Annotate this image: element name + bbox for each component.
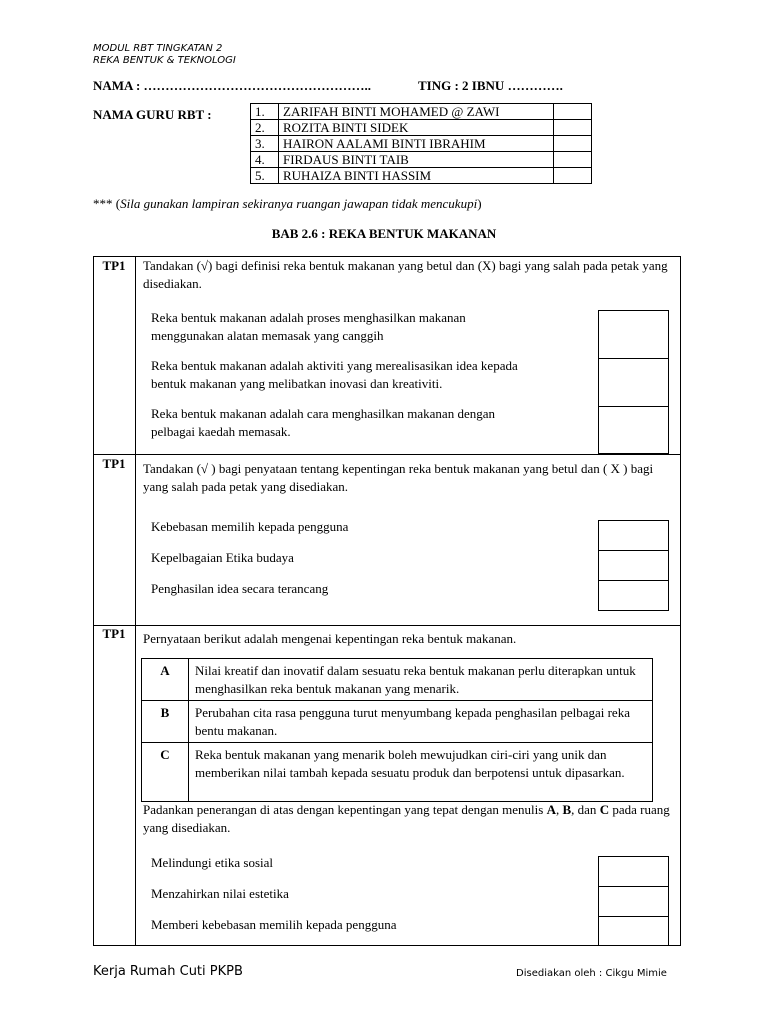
instr-sep: , dan	[571, 802, 600, 817]
statement-key: A	[142, 659, 189, 701]
tp-label: TP1	[102, 626, 126, 641]
teacher-name: ROZITA BINTI SIDEK	[279, 120, 554, 136]
q3-statement: Melindungi etika sosial	[151, 855, 274, 870]
teacher-checkbox[interactable]	[554, 136, 592, 152]
teacher-number: 2.	[251, 120, 279, 136]
row-divider	[93, 625, 681, 626]
instr-text: Padankan penerangan di atas dengan kepentingan yang tepat dengan menulis	[143, 802, 547, 817]
q1-statement: Reka bentuk makanan adalah cara menghasilkan makanan dengan pelbagai kaedah memasak.	[151, 406, 495, 439]
module-subject: REKA BENTUK & TEKNOLOGI	[93, 55, 236, 66]
q3-statement: Memberi kebebasan memilih kepada pengguna	[151, 917, 397, 932]
q3-statement: Menzahirkan nilai estetika	[151, 886, 289, 901]
teacher-number: 1.	[251, 104, 279, 120]
q3-answer-box[interactable]	[598, 886, 669, 917]
tp-label: TP1	[102, 258, 126, 273]
q3-intro: Pernyataan berikut adalah mengenai kepentingan reka bentuk makanan.	[143, 631, 517, 646]
chapter-title: BAB 2.6 : REKA BENTUK MAKANAN	[271, 226, 497, 241]
teacher-checkbox[interactable]	[554, 152, 592, 168]
statement-key: C	[142, 743, 189, 802]
q3-answer-box[interactable]	[598, 856, 669, 887]
footer-right: Disediakan oleh : Cikgu Mimie	[516, 968, 667, 979]
teacher-table	[250, 103, 592, 184]
teacher-name: RUHAIZA BINTI HASSIM	[279, 168, 554, 184]
teacher-row	[251, 152, 592, 168]
instr-key-a: A	[546, 802, 556, 817]
q2-statement: Penghasilan idea secara terancang	[151, 581, 329, 596]
q3-instruction	[143, 801, 673, 837]
q1-instruction: Tandakan (√) bagi definisi reka bentuk makanan yang betul dan (X) bagi yang salah pada petak yang disediakan.	[143, 258, 668, 291]
q2-instruction: Tandakan (√ ) bagi penyataan tentang kepentingan reka bentuk makanan yang betul dan ( X ) bagi yang salah pada petak yang disediakan.	[143, 461, 654, 494]
instr-text: pada ruang yang disediakan.	[143, 802, 670, 835]
instr-key-b: B	[562, 802, 572, 817]
name-field[interactable]: NAMA : ……………………………………………..	[93, 78, 372, 93]
statement-text: Perubahan cita rasa pengguna turut menyumbang kepada penghasilan pelbagai reka bentu makanan.	[189, 701, 653, 743]
teacher-checkbox[interactable]	[554, 120, 592, 136]
q1-answer-box[interactable]	[598, 406, 669, 454]
teacher-checkbox[interactable]	[554, 104, 592, 120]
statement-table	[141, 658, 653, 802]
teacher-number: 3.	[251, 136, 279, 152]
class-field[interactable]: TING : 2 IBNU ………….	[418, 78, 563, 93]
footer-left: Kerja Rumah Cuti PKPB	[93, 964, 243, 979]
teacher-row	[251, 136, 592, 152]
teacher-checkbox[interactable]	[554, 168, 592, 184]
instruction-note	[93, 196, 482, 212]
statement-text: Nilai kreatif dan inovatif dalam sesuatu reka bentuk makanan perlu diterapkan untuk menghasilkan reka bentuk makanan yang menarik.	[189, 659, 653, 701]
table-row	[142, 743, 653, 802]
q2-answer-box[interactable]	[598, 520, 669, 551]
tp-label: TP1	[102, 456, 126, 471]
table-row	[142, 701, 653, 743]
q1-statement: Reka bentuk makanan adalah proses menghasilkan makanan menggunakan alatan memasak yang canggih	[151, 310, 466, 343]
q3-answer-box[interactable]	[598, 916, 669, 946]
teacher-name: ZARIFAH BINTI MOHAMED @ ZAWI	[279, 104, 554, 120]
module-header	[93, 43, 236, 67]
q2-answer-box[interactable]	[598, 580, 669, 611]
table-row	[142, 659, 653, 701]
instr-key-c: C	[599, 802, 610, 817]
teacher-number: 4.	[251, 152, 279, 168]
teacher-label: NAMA GURU RBT :	[93, 107, 212, 122]
teacher-number: 5.	[251, 168, 279, 184]
teacher-name: HAIRON AALAMI BINTI IBRAHIM	[279, 136, 554, 152]
grid-divider	[135, 256, 136, 946]
module-title: MODUL RBT TINGKATAN 2	[93, 43, 223, 54]
q2-statement: Kebebasan memilih kepada pengguna	[151, 519, 349, 534]
teacher-row	[251, 104, 592, 120]
note-suffix: )	[477, 196, 482, 211]
teacher-row	[251, 120, 592, 136]
q2-answer-box[interactable]	[598, 550, 669, 581]
teacher-row	[251, 168, 592, 184]
teacher-name: FIRDAUS BINTI TAIB	[279, 152, 554, 168]
q1-statement: Reka bentuk makanan adalah aktiviti yang merealisasikan idea kepada bentuk makanan yang melibatkan inovasi dan kreativiti.	[151, 358, 518, 391]
statement-text: Reka bentuk makanan yang menarik boleh mewujudkan ciri-ciri yang unik dan memberikan nilai tambah kepada sesuatu produk dan berpotensi untuk dipasarkan.	[189, 743, 653, 802]
instr-sep: ,	[555, 802, 563, 817]
q1-answer-box[interactable]	[598, 310, 669, 359]
q1-answer-box[interactable]	[598, 358, 669, 407]
note-text: Sila gunakan lampiran sekiranya ruangan jawapan tidak mencukupi	[120, 196, 478, 211]
statement-key: B	[142, 701, 189, 743]
q2-statement: Kepelbagaian Etika budaya	[151, 550, 294, 565]
note-prefix: *** (	[93, 196, 121, 211]
row-divider	[93, 454, 681, 455]
